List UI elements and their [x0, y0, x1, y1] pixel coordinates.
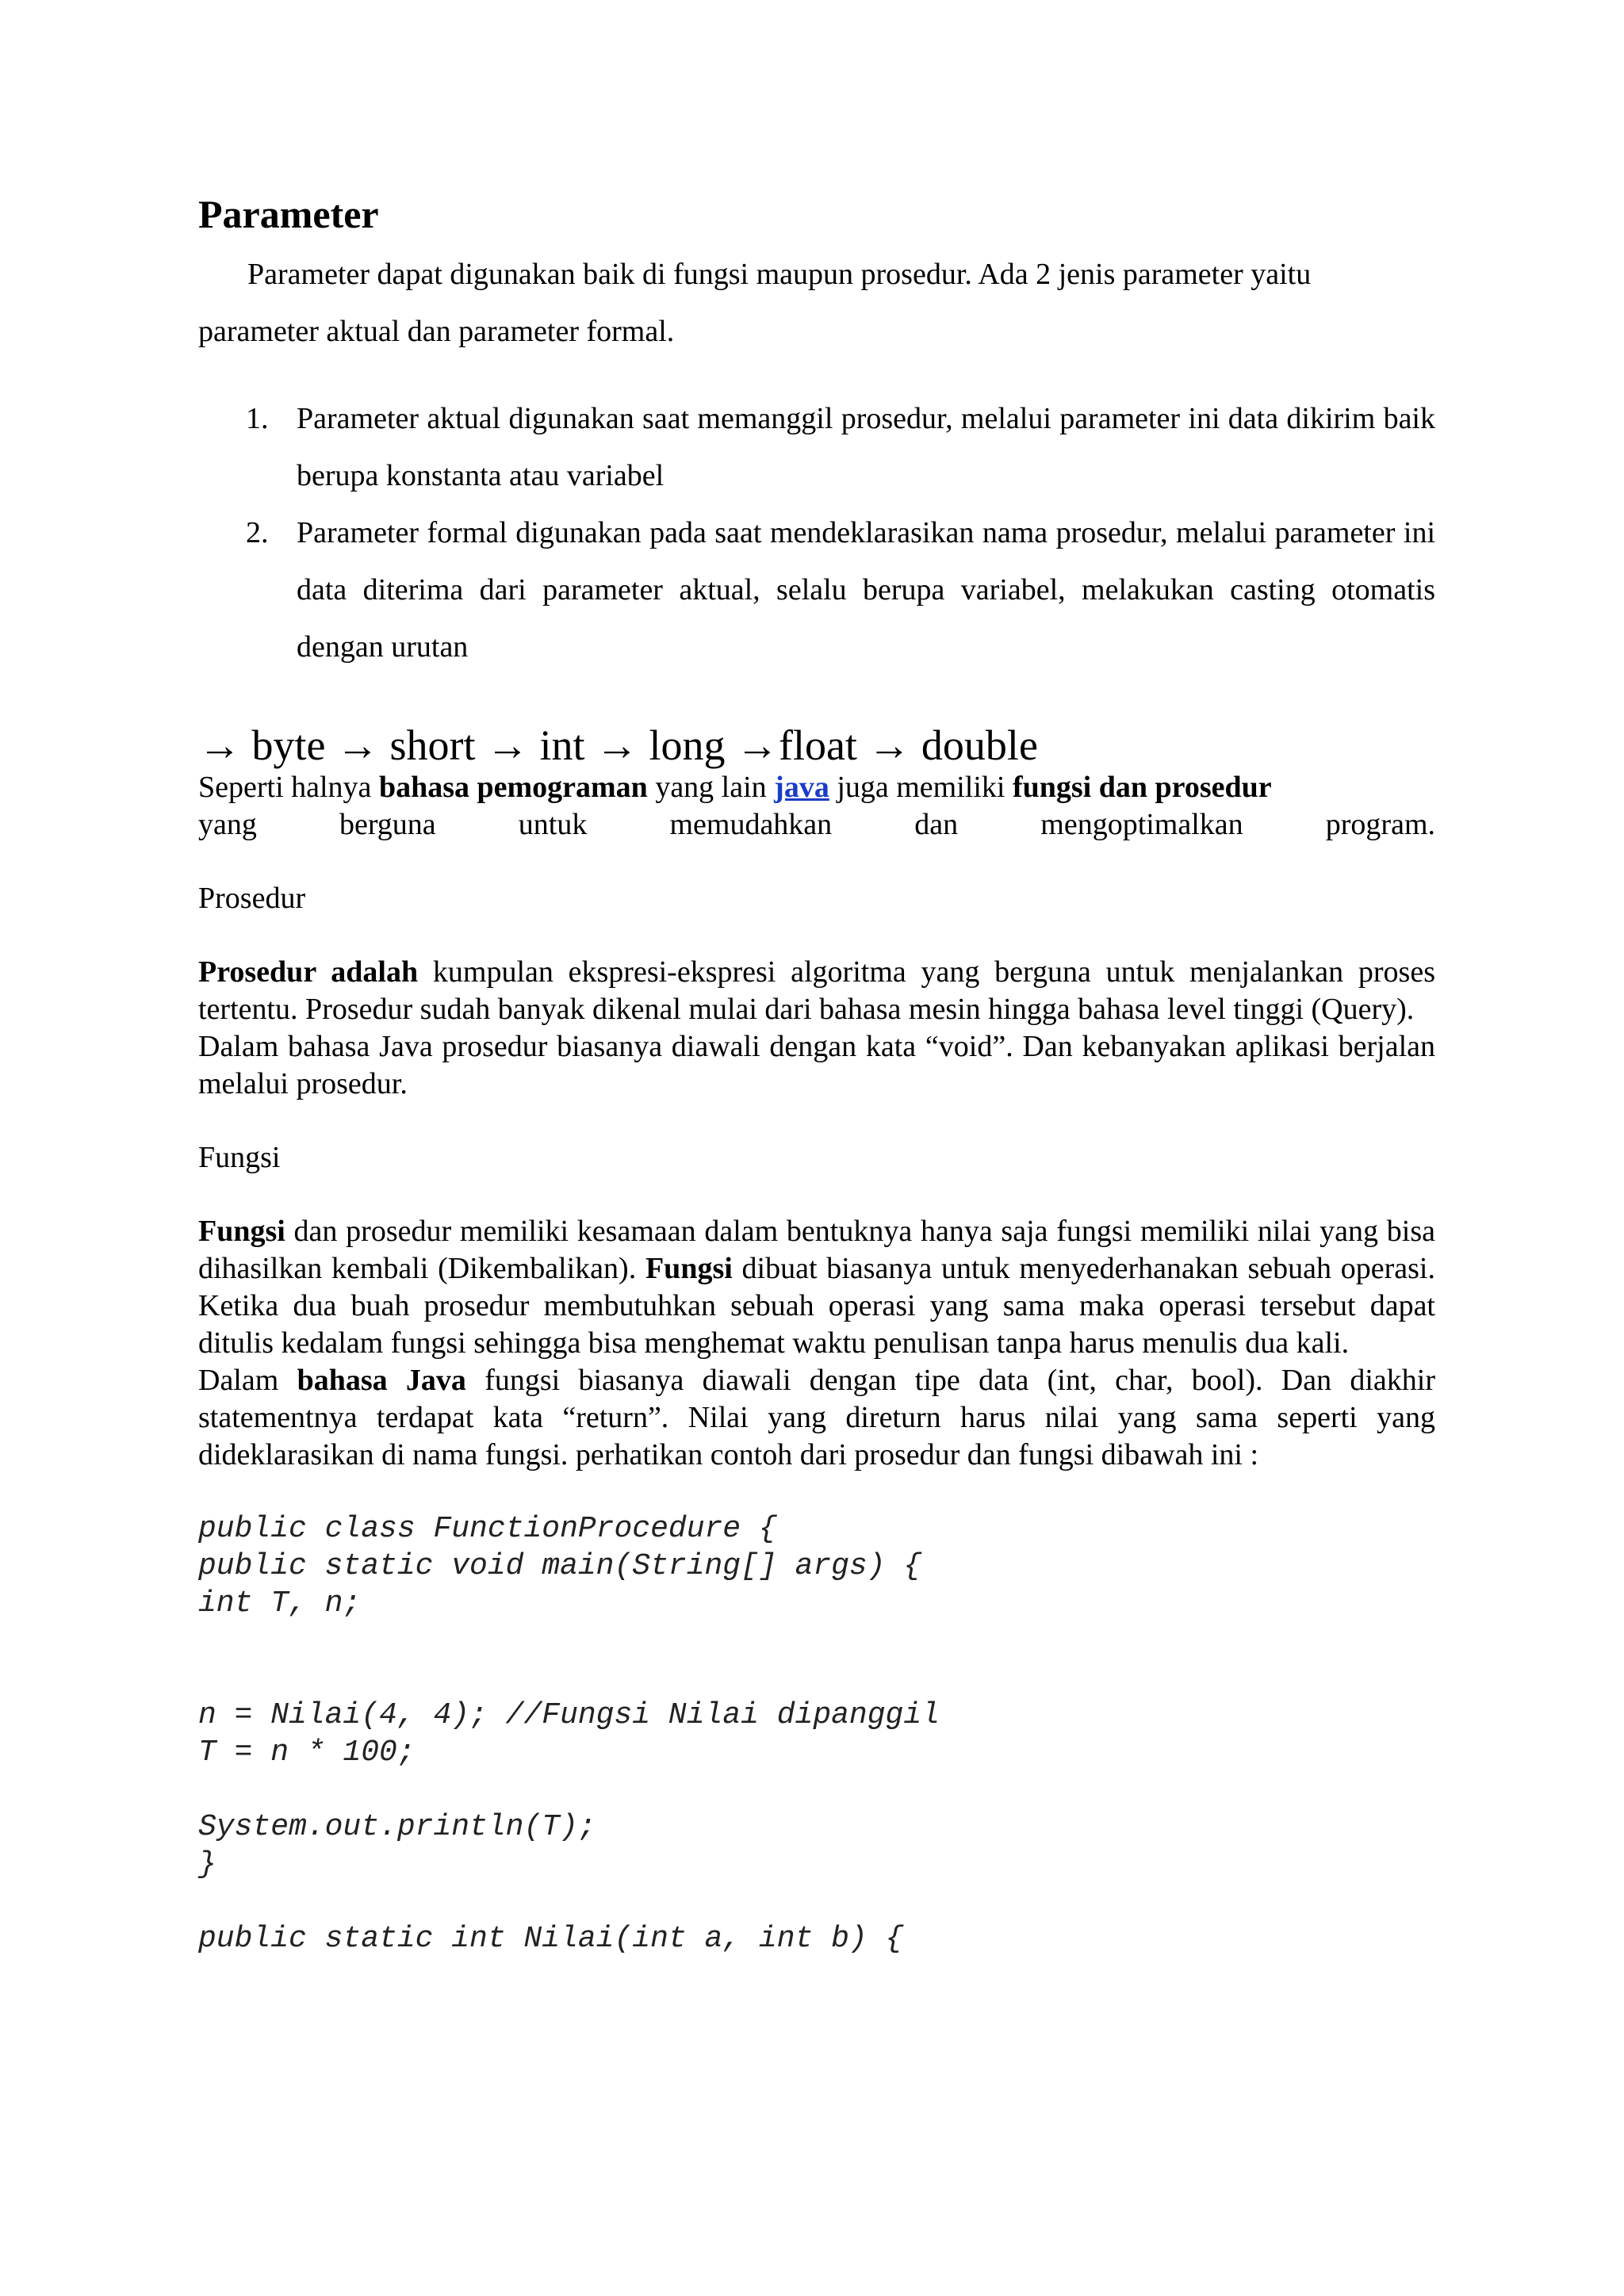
bold-term: bahasa Java — [297, 1364, 466, 1397]
document-content — [198, 190, 1435, 1957]
code-block-class-header: public class FunctionProcedure { public static void main(String[] args) { int T, n; — [198, 1512, 922, 1621]
bold-term: fungsi dan prosedur — [1012, 771, 1272, 804]
java-link[interactable]: java — [774, 771, 829, 804]
list-item-text: Parameter formal digunakan pada saat mendeklarasikan nama prosedur, melalui parameter ini data diterima dari parameter aktual, selalu berupa variabel, melakukan casting otomatis dengan urutan — [297, 516, 1435, 664]
list-item — [198, 504, 1435, 675]
bold-term: Prosedur adalah — [198, 955, 419, 989]
list-number: 2. — [246, 516, 269, 549]
bold-term: bahasa pemograman — [378, 771, 648, 804]
code-block-function-signature: public static int Nilai(int a, int b) { — [198, 1922, 904, 1956]
code-block-assignments: n = Nilai(4, 4); //Fungsi Nilai dipanggil T = n * 100; — [198, 1698, 940, 1770]
casting-order-line: → byte → short → int → long →float → double — [198, 721, 1038, 769]
fungsi-paragraph: Fungsi dan prosedur memiliki kesamaan dalam bentuknya hanya saja fungsi memiliki nilai yang bisa dihasilkan kembali (Dikembalikan). Fungsi dibuat biasanya untuk menyederhanakan sebuah operasi. Ketika dua buah prosedur membutuhkan sebuah operasi yang sama maka operasi tersebut dapat ditulis kedalam fungsi sehingga bisa menghemat waktu penulisan tanpa harus menulis dua kali. — [198, 1215, 1435, 1360]
list-item — [198, 390, 1435, 504]
java-intro-line2: yang berguna untuk memudahkan dan mengoptimalkan program. — [198, 808, 1435, 841]
parameter-list — [198, 390, 1435, 675]
code-block-print: System.out.println(T); } — [198, 1810, 596, 1881]
list-item-text: Parameter aktual digunakan saat memanggil prosedur, melalui parameter ini data dikirim baik berupa konstanta atau variabel — [297, 402, 1435, 492]
list-number: 1. — [246, 402, 269, 435]
fungsi-java-paragraph: Dalam bahasa Java fungsi biasanya diawali dengan tipe data (int, char, bool). Dan diakhir statementnya terdapat kata “return”. Nilai yang direturn harus nilai yang sama seperti yang dideklarasikan di nama fungsi. perhatikan contoh dari prosedur dan fungsi dibawah ini : — [198, 1364, 1436, 1471]
prosedur-java-paragraph: Dalam bahasa Java prosedur biasanya diawali dengan kata “void”. Dan kebanyakan aplikasi berjalan melalui prosedur. — [198, 1030, 1435, 1100]
section-heading-parameter: Parameter — [198, 192, 379, 236]
intro-paragraph: Parameter dapat digunakan baik di fungsi maupun prosedur. Ada 2 jenis parameter yaitu parameter aktual dan parameter formal. — [198, 258, 1312, 348]
fungsi-heading: Fungsi — [198, 1141, 281, 1174]
java-intro-line1: Seperti halnya bahasa pemograman yang lain java juga memiliki fungsi dan prosedur — [198, 771, 1272, 804]
bold-term: Fungsi — [645, 1252, 733, 1285]
bold-term: Fungsi — [198, 1215, 285, 1248]
prosedur-paragraph: Prosedur adalah kumpulan ekspresi-ekspresi algoritma yang berguna untuk menjalankan proses tertentu. Prosedur sudah banyak dikenal mulai dari bahasa mesin hingga bahasa level tinggi (Query). — [198, 955, 1435, 1026]
prosedur-heading: Prosedur — [198, 882, 306, 915]
